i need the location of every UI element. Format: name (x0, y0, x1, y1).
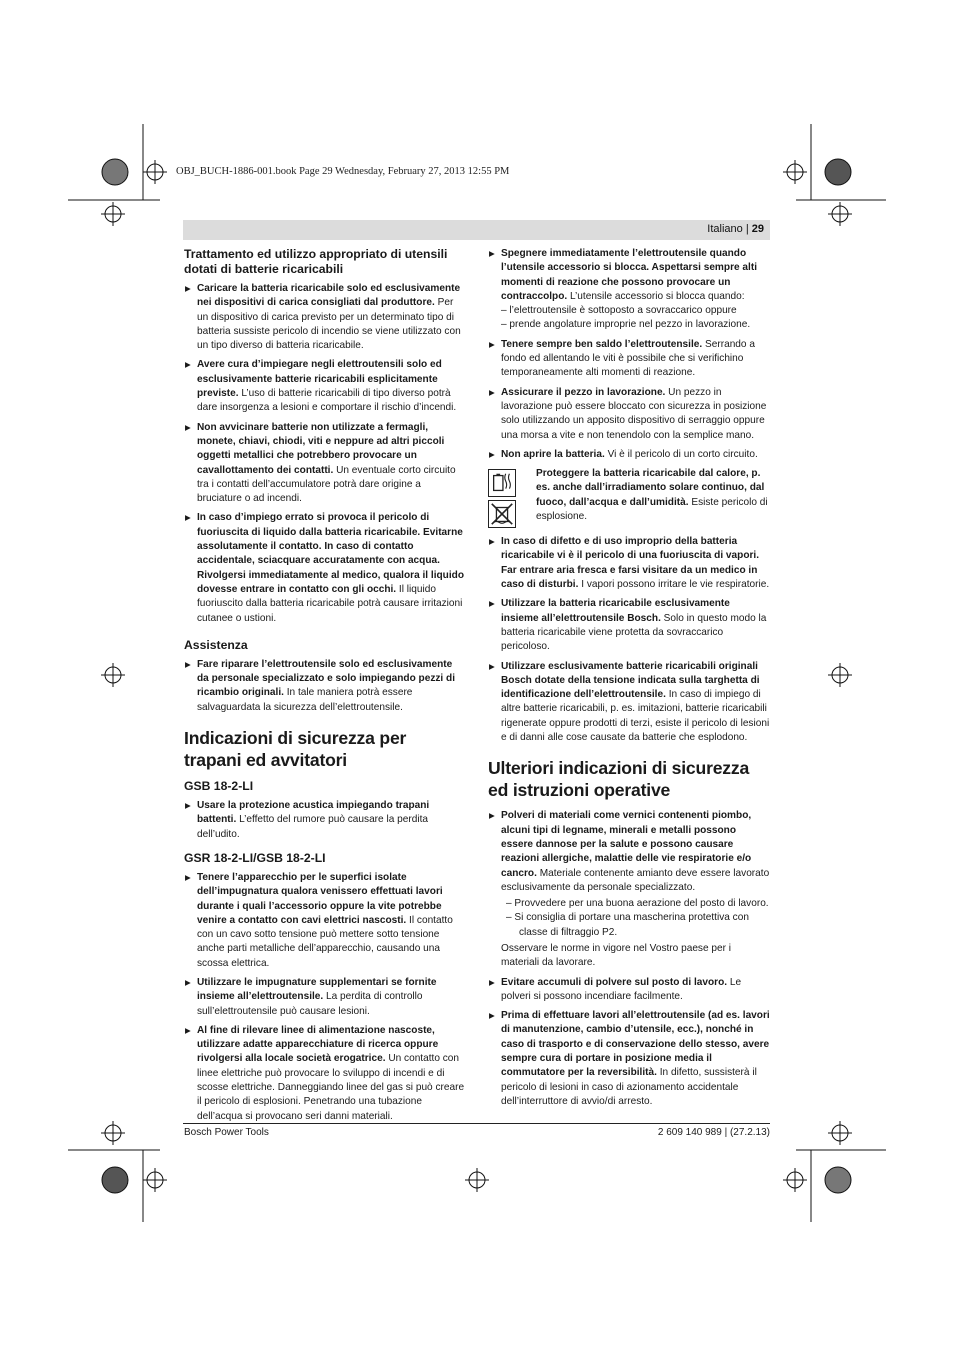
right-column (488, 247, 770, 1114)
section-title-batteries: Trattamento ed utilizzo appropriato di utensili dotati di batterie ricaricabili (184, 247, 448, 276)
list-item: ▶ Polveri di materiali come vernici contenenti piombo, alcuni tipi di legname, minerali e metalli possono essere dannose per la salute e possono causare reazioni allergiche, malattie delle vie respiratorie e/o cancro. Materiale contenente amianto deve essere lavorato esclusivamente da personale specializzato. (488, 809, 770, 895)
list-item: ▶ Utilizzare le impugnature supplementari se fornite insieme all’elettroutensile. La perdita di controllo sull’elettroutensile può causare lesioni. (184, 976, 466, 1019)
list-item: ▶ In caso d’impiego errato si provoca il pericolo di fuoriuscita di liquido dalla batteria ricaricabile. Evitarne assolutamente il contatto. In caso di contatto accidentale, sciacquare accuratamente con acqua. Rivolgersi immediatamente al medico, qualora il liquido dovesse entrare in contatto con gli occhi. Il liquido fuoriuscito dalla batteria ricaricabile potrà causare irritazioni cutanee o ustioni. (184, 511, 466, 625)
list-item: ▶ Spegnere immediatamente l’elettroutensile quando l’utensile accessorio si blocca. Aspettarsi sempre alti momenti di reazione che possono provocare un contraccolpo. L’utensile accessorio si blocca quando: (488, 247, 770, 304)
battery-warning-text: Proteggere la batteria ricaricabile dal calore, p. es. anche dall’irradiamento solare continuo, dal fuoco, dall’acqua e dall’umidità. Esiste pericolo di esplosione. (536, 468, 768, 523)
list-item: ▶ Non aprire la batteria. Vi è il pericolo di un corto circuito. (488, 448, 770, 462)
list-item: ▶ Utilizzare esclusivamente batterie ricaricabili originali Bosch dotate della tensione indicata sulla targhetta di identificazione dell’elettroutensile. In caso di impiego di altre batterie ricaricabili, p. es. imitazioni, batterie ricaricabili rigenerate oppure prodotti di terzi, esiste il pericolo di lesioni e di danni alle cose causate da batterie che esplodono. (488, 660, 770, 746)
language-label: Italiano (707, 223, 743, 235)
list-item: ▶ Evitare accumuli di polvere sul posto di lavoro. Le polveri si possono incendiare facilmente. (488, 976, 770, 1005)
printer-slug: OBJ_BUCH-1886-001.book Page 29 Wednesday, February 27, 2013 12:55 PM (176, 166, 510, 177)
list-item: ▶ Non avvicinare batterie non utilizzate a fermagli, monete, chiavi, chiodi, viti e neppure ad altri piccoli oggetti metallici che potrebbero provocare un cavallottamento dei contatti. Un eventuale corto circuito tra i contatti dell’accumulatore potrà dare origine a bruciature o ad incendi. (184, 421, 466, 507)
list-item: ▶ Al fine di rilevare linee di alimentazione nascoste, utilizzare adatte apparecchiature di ricerca oppure rivolgersi alla locale società erogatrice. Un contatto con linee elettriche può provocare lo sviluppo di incendi e di scosse elettriche. Danneggiando linee del gas si può creare il pericolo di esplosioni. Penetrando una tubazione dell’acqua si provocano seri danni materiali. (184, 1024, 466, 1124)
list-item: ▶ Usare la protezione acustica impiegando trapani battenti. L’effetto del rumore può causare la perdita dell’udito. (184, 799, 466, 842)
footer-rule (183, 1123, 770, 1124)
footer-docnumber: 2 609 140 989 | (27.2.13) (657, 1127, 770, 1138)
header-separator: | (745, 223, 749, 235)
list-item: ▶ Tenere l’apparecchio per le superfici isolate dell’impugnatura qualora venissero effettuati lavori durante i quali l’accessorio oppure la vite potrebbe venire a contatto con cavi elettrici nascosti. Il contatto con un cavo sotto tensione può mettere sotto tensione anche parti metalliche dell’apparecchio, causando una scossa elettrica. (184, 871, 466, 971)
page-header-label (707, 223, 764, 235)
dash-item: – l’elettroutensile è sottoposto a sovraccarico oppure (501, 305, 737, 317)
list-item: ▶ Avere cura d’impiegare negli elettroutensili solo ed esclusivamente batterie ricaricabili esplicitamente previste. L’uso di batterie ricaricabili di tipo diverso potrà dare insorgenza a lesioni e comportare il rischio d’incendi. (184, 358, 466, 415)
list-item: ▶ Caricare la batteria ricaricabile solo ed esclusivamente nei dispositivi di carica consigliati dal produttore. Per un dispositivo di carica previsto per un determinato tipo di batteria sussiste pericolo di incendio se viene utilizzato con un tipo diverso di batteria ricaricabile. (184, 282, 466, 353)
dash-item: – prende angolature improprie nel pezzo in lavorazione. (501, 319, 751, 331)
battery-warning-note (488, 467, 770, 528)
list-item: ▶ In caso di difetto e di uso improprio della batteria ricaricabile vi è il pericolo di una fuoriuscita di vapori. Far entrare aria fresca e farsi visitare da un medico in caso di disturbi. I vapori possono irritare le vie respiratorie. (488, 535, 770, 592)
list-item: ▶ Utilizzare la batteria ricaricabile esclusivamente insieme all’elettroutensile Bosch. Solo in questo modo la batteria ricaricabile viene protetta da sovraccarico pericoloso. (488, 597, 770, 654)
dash-item: – Provvedere per una buona aerazione del posto di lavoro. (506, 898, 769, 910)
left-column (184, 247, 466, 1129)
model-title-gsb: GSB 18-2-LI (184, 779, 254, 794)
heading-further-safety: Ulteriori indicazioni di sicurezza ed istruzioni operative (488, 758, 750, 801)
footer-brand: Bosch Power Tools (184, 1127, 269, 1138)
section-title-service: Assistenza (184, 637, 248, 652)
model-title-gsr: GSR 18-2-LI/GSB 18-2-LI (184, 850, 326, 865)
warning-icons (488, 467, 522, 528)
list-item: ▶ Prima di effettuare lavori all’elettroutensile (ad es. lavori di manutenzione, cambio d’utensile, ecc.), nonché in caso di trasporto e di conservazione dello stesso, avere sempre cura di portare in posizione media il commutatore per la reversibilità. In difetto, sussisterà il pericolo di lesioni in caso di azionamento accidentale dell’interruttore di avvio/di arresto. (488, 1009, 770, 1109)
heading-drill-safety: Indicazioni di sicurezza per trapani ed avvitatori (184, 728, 407, 771)
page-header-bar (183, 220, 770, 240)
page-number: 29 (751, 223, 764, 235)
dash-item: – Si consiglia di portare una mascherina protettiva con classe di filtraggio P2. (506, 912, 749, 938)
paragraph: Osservare le norme in vigore nel Vostro paese per i materiali da lavorare. (501, 942, 732, 969)
list-item: ▶ Tenere sempre ben saldo l’elettroutensile. Serrando a fondo ed allentando le viti è possibile che si verifichino temporaneamente alti momenti di reazione. (488, 338, 770, 381)
battery-water-icon (488, 500, 516, 528)
list-item: ▶ Fare riparare l’elettroutensile solo ed esclusivamente da personale specializzato e solo impiegando pezzi di ricambio originali. In tale maniera potrà essere salvaguardata la sicurezza dell’elettroutensile. (184, 658, 466, 715)
list-item: ▶ Assicurare il pezzo in lavorazione. Un pezzo in lavorazione può essere bloccato con sicurezza in posizione solo utilizzando un apposito dispositivo di serraggio oppure una morsa a vite e non tenendolo con la semplice mano. (488, 386, 770, 443)
battery-heat-icon (488, 469, 516, 497)
